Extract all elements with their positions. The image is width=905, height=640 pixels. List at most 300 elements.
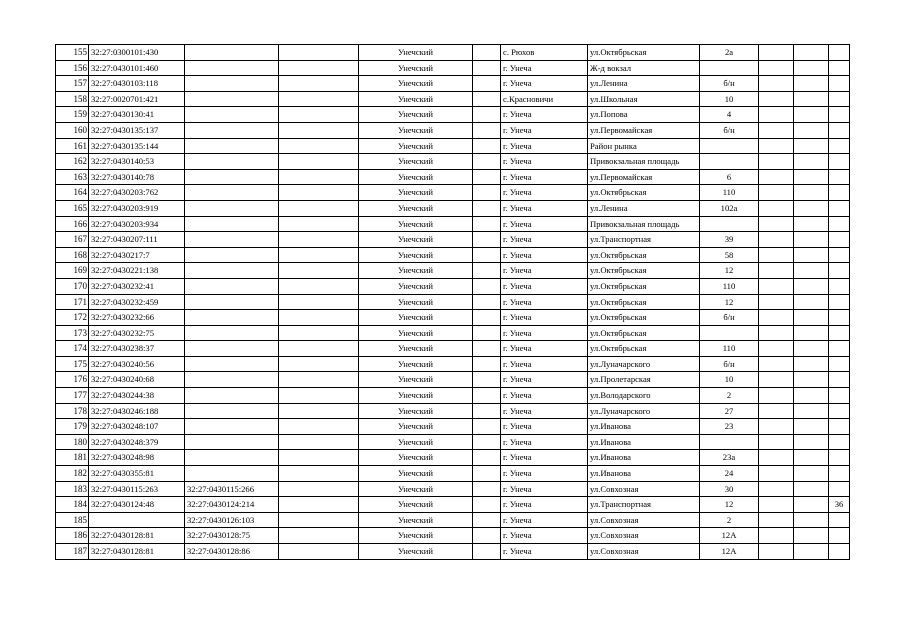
table-row: [56, 154, 850, 170]
house-number: 4: [700, 107, 759, 123]
table-row: [56, 450, 850, 466]
house-number: 2а: [700, 45, 759, 61]
row-number: 160: [56, 122, 89, 138]
empty-cell: [794, 247, 829, 263]
extra-value: [829, 450, 850, 466]
house-number: б/н: [700, 76, 759, 92]
empty-cell: [759, 185, 794, 201]
house-number: 110: [700, 341, 759, 357]
street: Привокзальная площадь: [588, 216, 700, 232]
empty-cell: [794, 434, 829, 450]
table-row: [56, 403, 850, 419]
table-row: [56, 200, 850, 216]
table-row: [56, 544, 850, 560]
empty-cell: [794, 169, 829, 185]
empty-cell: [473, 232, 501, 248]
street: ул.Луначарского: [588, 403, 700, 419]
cadastral-number: 32:27:0430124:48: [89, 497, 185, 513]
empty-cell: [473, 263, 501, 279]
district: Унечский: [359, 356, 473, 372]
row-number: 166: [56, 216, 89, 232]
street: ул.Октябрьская: [588, 294, 700, 310]
empty-cell: [473, 341, 501, 357]
house-number: [700, 434, 759, 450]
table-row: [56, 388, 850, 404]
cadastral-number-2: [185, 294, 279, 310]
empty-cell: [279, 497, 359, 513]
table-row: [56, 325, 850, 341]
row-number: 182: [56, 466, 89, 482]
street: ул.Октябрьская: [588, 278, 700, 294]
house-number: 6: [700, 169, 759, 185]
district: Унечский: [359, 325, 473, 341]
extra-value: [829, 528, 850, 544]
district: Унечский: [359, 466, 473, 482]
locality: г. Унеча: [501, 60, 588, 76]
row-number: 169: [56, 263, 89, 279]
cadastral-number: 32:27:0430238:37: [89, 341, 185, 357]
extra-value: [829, 356, 850, 372]
table-row: [56, 434, 850, 450]
house-number: 110: [700, 278, 759, 294]
row-number: 187: [56, 544, 89, 560]
empty-cell: [279, 434, 359, 450]
locality: г. Унеча: [501, 341, 588, 357]
cadastral-number: 32:27:0430207:111: [89, 232, 185, 248]
street: ул.Совхозная: [588, 528, 700, 544]
empty-cell: [473, 419, 501, 435]
empty-cell: [759, 341, 794, 357]
empty-cell: [794, 294, 829, 310]
empty-cell: [279, 138, 359, 154]
row-number: 185: [56, 512, 89, 528]
cadastral-number-2: [185, 216, 279, 232]
extra-value: [829, 466, 850, 482]
cadastral-number-2: [185, 76, 279, 92]
empty-cell: [759, 356, 794, 372]
street: ул.Октябрьская: [588, 185, 700, 201]
extra-value: [829, 122, 850, 138]
locality: г. Унеча: [501, 512, 588, 528]
empty-cell: [794, 76, 829, 92]
empty-cell: [794, 356, 829, 372]
locality: г. Унеча: [501, 232, 588, 248]
row-number: 167: [56, 232, 89, 248]
house-number: [700, 325, 759, 341]
property-table: [55, 44, 850, 560]
cadastral-number-2: [185, 466, 279, 482]
empty-cell: [759, 278, 794, 294]
row-number: 173: [56, 325, 89, 341]
district: Унечский: [359, 450, 473, 466]
empty-cell: [794, 45, 829, 61]
empty-cell: [759, 107, 794, 123]
empty-cell: [473, 185, 501, 201]
cadastral-number: 32:27:0430246:188: [89, 403, 185, 419]
table-row: [56, 278, 850, 294]
row-number: 164: [56, 185, 89, 201]
row-number: 162: [56, 154, 89, 170]
street: ул.Октябрьская: [588, 341, 700, 357]
extra-value: [829, 76, 850, 92]
row-number: 175: [56, 356, 89, 372]
row-number: 161: [56, 138, 89, 154]
empty-cell: [759, 216, 794, 232]
district: Унечский: [359, 388, 473, 404]
empty-cell: [759, 528, 794, 544]
row-number: 157: [56, 76, 89, 92]
district: Унечский: [359, 247, 473, 263]
empty-cell: [279, 310, 359, 326]
house-number: 27: [700, 403, 759, 419]
district: Унечский: [359, 372, 473, 388]
street: ул.Иванова: [588, 466, 700, 482]
district: Унечский: [359, 60, 473, 76]
empty-cell: [794, 122, 829, 138]
row-number: 155: [56, 45, 89, 61]
extra-value: [829, 278, 850, 294]
empty-cell: [473, 372, 501, 388]
table-row: [56, 481, 850, 497]
empty-cell: [279, 200, 359, 216]
empty-cell: [279, 403, 359, 419]
empty-cell: [759, 497, 794, 513]
house-number: 2: [700, 388, 759, 404]
empty-cell: [473, 356, 501, 372]
cadastral-number-2: [185, 372, 279, 388]
cadastral-number: 32:27:0430248:107: [89, 419, 185, 435]
street: ул.Школьная: [588, 91, 700, 107]
empty-cell: [759, 512, 794, 528]
locality: с.Красновичи: [501, 91, 588, 107]
cadastral-number: 32:27:0430101:460: [89, 60, 185, 76]
locality: г. Унеча: [501, 247, 588, 263]
extra-value: [829, 512, 850, 528]
empty-cell: [759, 419, 794, 435]
locality: г. Унеча: [501, 372, 588, 388]
house-number: 23а: [700, 450, 759, 466]
empty-cell: [279, 154, 359, 170]
empty-cell: [759, 76, 794, 92]
street: Ж-д вокзал: [588, 60, 700, 76]
table-row: [56, 45, 850, 61]
empty-cell: [279, 122, 359, 138]
empty-cell: [279, 466, 359, 482]
empty-cell: [759, 122, 794, 138]
locality: с. Рюхов: [501, 45, 588, 61]
table-body: [56, 45, 850, 560]
row-number: 176: [56, 372, 89, 388]
locality: г. Унеча: [501, 528, 588, 544]
street: ул.Октябрьская: [588, 263, 700, 279]
house-number: б/н: [700, 356, 759, 372]
table-row: [56, 497, 850, 513]
locality: г. Унеча: [501, 278, 588, 294]
cadastral-number: 32:27:0430244:38: [89, 388, 185, 404]
cadastral-number: 32:27:0430248:98: [89, 450, 185, 466]
street: ул.Луначарского: [588, 356, 700, 372]
cadastral-number-2: [185, 403, 279, 419]
house-number: 12: [700, 263, 759, 279]
district: Унечский: [359, 481, 473, 497]
locality: г. Унеча: [501, 356, 588, 372]
table-row: [56, 76, 850, 92]
empty-cell: [759, 169, 794, 185]
extra-value: [829, 91, 850, 107]
cadastral-number-2: [185, 169, 279, 185]
extra-value: [829, 310, 850, 326]
locality: г. Унеча: [501, 216, 588, 232]
empty-cell: [759, 403, 794, 419]
row-number: 183: [56, 481, 89, 497]
extra-value: [829, 107, 850, 123]
cadastral-number-2: 32:27:0430128:75: [185, 528, 279, 544]
empty-cell: [759, 544, 794, 560]
locality: г. Унеча: [501, 294, 588, 310]
row-number: 174: [56, 341, 89, 357]
cadastral-number: 32:27:0430130:41: [89, 107, 185, 123]
district: Унечский: [359, 419, 473, 435]
empty-cell: [279, 278, 359, 294]
row-number: 171: [56, 294, 89, 310]
district: Унечский: [359, 216, 473, 232]
street: ул.Попова: [588, 107, 700, 123]
locality: г. Унеча: [501, 263, 588, 279]
cadastral-number: 32:27:0430135:137: [89, 122, 185, 138]
cadastral-number: 32:27:0430128:81: [89, 544, 185, 560]
street: ул.Ленина: [588, 76, 700, 92]
cadastral-number-2: [185, 247, 279, 263]
street: ул.Совхозная: [588, 512, 700, 528]
empty-cell: [794, 341, 829, 357]
cadastral-number-2: [185, 310, 279, 326]
district: Унечский: [359, 232, 473, 248]
empty-cell: [759, 138, 794, 154]
empty-cell: [279, 450, 359, 466]
locality: г. Унеча: [501, 107, 588, 123]
house-number: [700, 60, 759, 76]
row-number: 156: [56, 60, 89, 76]
empty-cell: [759, 481, 794, 497]
district: Унечский: [359, 76, 473, 92]
empty-cell: [473, 512, 501, 528]
cadastral-number: 32:27:0430221:138: [89, 263, 185, 279]
empty-cell: [794, 216, 829, 232]
cadastral-number-2: [185, 107, 279, 123]
document-sheet: [55, 44, 849, 560]
empty-cell: [794, 232, 829, 248]
cadastral-number: 32:27:0430232:66: [89, 310, 185, 326]
cadastral-number-2: [185, 278, 279, 294]
cadastral-number: 32:27:0430203:934: [89, 216, 185, 232]
empty-cell: [759, 247, 794, 263]
empty-cell: [473, 294, 501, 310]
empty-cell: [759, 372, 794, 388]
empty-cell: [759, 310, 794, 326]
district: Унечский: [359, 294, 473, 310]
district: Унечский: [359, 310, 473, 326]
cadastral-number: 32:27:0430232:459: [89, 294, 185, 310]
locality: г. Унеча: [501, 122, 588, 138]
extra-value: [829, 341, 850, 357]
locality: г. Унеча: [501, 388, 588, 404]
empty-cell: [473, 60, 501, 76]
cadastral-number-2: [185, 91, 279, 107]
empty-cell: [759, 91, 794, 107]
empty-cell: [473, 403, 501, 419]
empty-cell: [473, 138, 501, 154]
empty-cell: [279, 481, 359, 497]
table-row: [56, 185, 850, 201]
cadastral-number-2: [185, 434, 279, 450]
empty-cell: [279, 185, 359, 201]
empty-cell: [279, 263, 359, 279]
empty-cell: [794, 419, 829, 435]
cadastral-number: 32:27:0430240:68: [89, 372, 185, 388]
street: ул.Володарского: [588, 388, 700, 404]
extra-value: [829, 294, 850, 310]
district: Унечский: [359, 185, 473, 201]
street: ул.Иванова: [588, 419, 700, 435]
empty-cell: [473, 310, 501, 326]
house-number: 30: [700, 481, 759, 497]
district: Унечский: [359, 45, 473, 61]
empty-cell: [473, 497, 501, 513]
empty-cell: [794, 60, 829, 76]
empty-cell: [473, 169, 501, 185]
house-number: [700, 138, 759, 154]
table-row: [56, 528, 850, 544]
empty-cell: [794, 263, 829, 279]
empty-cell: [473, 481, 501, 497]
empty-cell: [473, 450, 501, 466]
empty-cell: [279, 232, 359, 248]
row-number: 178: [56, 403, 89, 419]
district: Унечский: [359, 200, 473, 216]
locality: г. Унеча: [501, 154, 588, 170]
locality: г. Унеча: [501, 481, 588, 497]
table-row: [56, 169, 850, 185]
street: Привокзальная площадь: [588, 154, 700, 170]
cadastral-number-2: [185, 450, 279, 466]
cadastral-number: 32:27:0020701:421: [89, 91, 185, 107]
table-row: [56, 216, 850, 232]
district: Унечский: [359, 544, 473, 560]
table-row: [56, 263, 850, 279]
house-number: 23: [700, 419, 759, 435]
empty-cell: [473, 325, 501, 341]
street: ул.Первомайская: [588, 122, 700, 138]
empty-cell: [473, 247, 501, 263]
extra-value: [829, 232, 850, 248]
empty-cell: [794, 325, 829, 341]
empty-cell: [279, 247, 359, 263]
extra-value: [829, 185, 850, 201]
house-number: 12: [700, 294, 759, 310]
empty-cell: [279, 60, 359, 76]
house-number: б/н: [700, 122, 759, 138]
empty-cell: [473, 154, 501, 170]
district: Унечский: [359, 528, 473, 544]
cadastral-number-2: 32:27:0430126:103: [185, 512, 279, 528]
house-number: 24: [700, 466, 759, 482]
table-row: [56, 466, 850, 482]
cadastral-number-2: [185, 185, 279, 201]
house-number: 2: [700, 512, 759, 528]
empty-cell: [794, 372, 829, 388]
cadastral-number-2: [185, 388, 279, 404]
row-number: 165: [56, 200, 89, 216]
street: ул.Октябрьская: [588, 247, 700, 263]
locality: г. Унеча: [501, 185, 588, 201]
empty-cell: [473, 528, 501, 544]
locality: г. Унеча: [501, 403, 588, 419]
row-number: 158: [56, 91, 89, 107]
empty-cell: [794, 388, 829, 404]
empty-cell: [794, 278, 829, 294]
street: ул.Совхозная: [588, 481, 700, 497]
cadastral-number-2: [185, 325, 279, 341]
extra-value: [829, 216, 850, 232]
street: ул.Иванова: [588, 450, 700, 466]
district: Унечский: [359, 403, 473, 419]
street: ул.Первомайская: [588, 169, 700, 185]
locality: г. Унеча: [501, 76, 588, 92]
empty-cell: [279, 76, 359, 92]
street: ул.Транспортная: [588, 232, 700, 248]
cadastral-number-2: [185, 419, 279, 435]
house-number: [700, 154, 759, 170]
row-number: 172: [56, 310, 89, 326]
extra-value: [829, 60, 850, 76]
street: ул.Октябрьская: [588, 45, 700, 61]
house-number: 110: [700, 185, 759, 201]
empty-cell: [279, 388, 359, 404]
extra-value: [829, 247, 850, 263]
empty-cell: [759, 60, 794, 76]
extra-value: 36: [829, 497, 850, 513]
extra-value: [829, 45, 850, 61]
locality: г. Унеча: [501, 544, 588, 560]
empty-cell: [473, 91, 501, 107]
empty-cell: [794, 107, 829, 123]
district: Унечский: [359, 91, 473, 107]
cadastral-number-2: [185, 45, 279, 61]
empty-cell: [473, 122, 501, 138]
cadastral-number-2: [185, 356, 279, 372]
district: Унечский: [359, 341, 473, 357]
empty-cell: [759, 450, 794, 466]
empty-cell: [759, 294, 794, 310]
empty-cell: [473, 76, 501, 92]
table-row: [56, 122, 850, 138]
table-row: [56, 512, 850, 528]
cadastral-number: 32:27:0430140:53: [89, 154, 185, 170]
empty-cell: [794, 91, 829, 107]
locality: г. Унеча: [501, 169, 588, 185]
empty-cell: [473, 45, 501, 61]
empty-cell: [794, 497, 829, 513]
street: ул.Октябрьская: [588, 325, 700, 341]
cadastral-number-2: [185, 122, 279, 138]
empty-cell: [279, 107, 359, 123]
empty-cell: [794, 185, 829, 201]
empty-cell: [759, 232, 794, 248]
empty-cell: [279, 356, 359, 372]
street: ул.Совхозная: [588, 544, 700, 560]
cadastral-number-2: [185, 200, 279, 216]
empty-cell: [794, 481, 829, 497]
